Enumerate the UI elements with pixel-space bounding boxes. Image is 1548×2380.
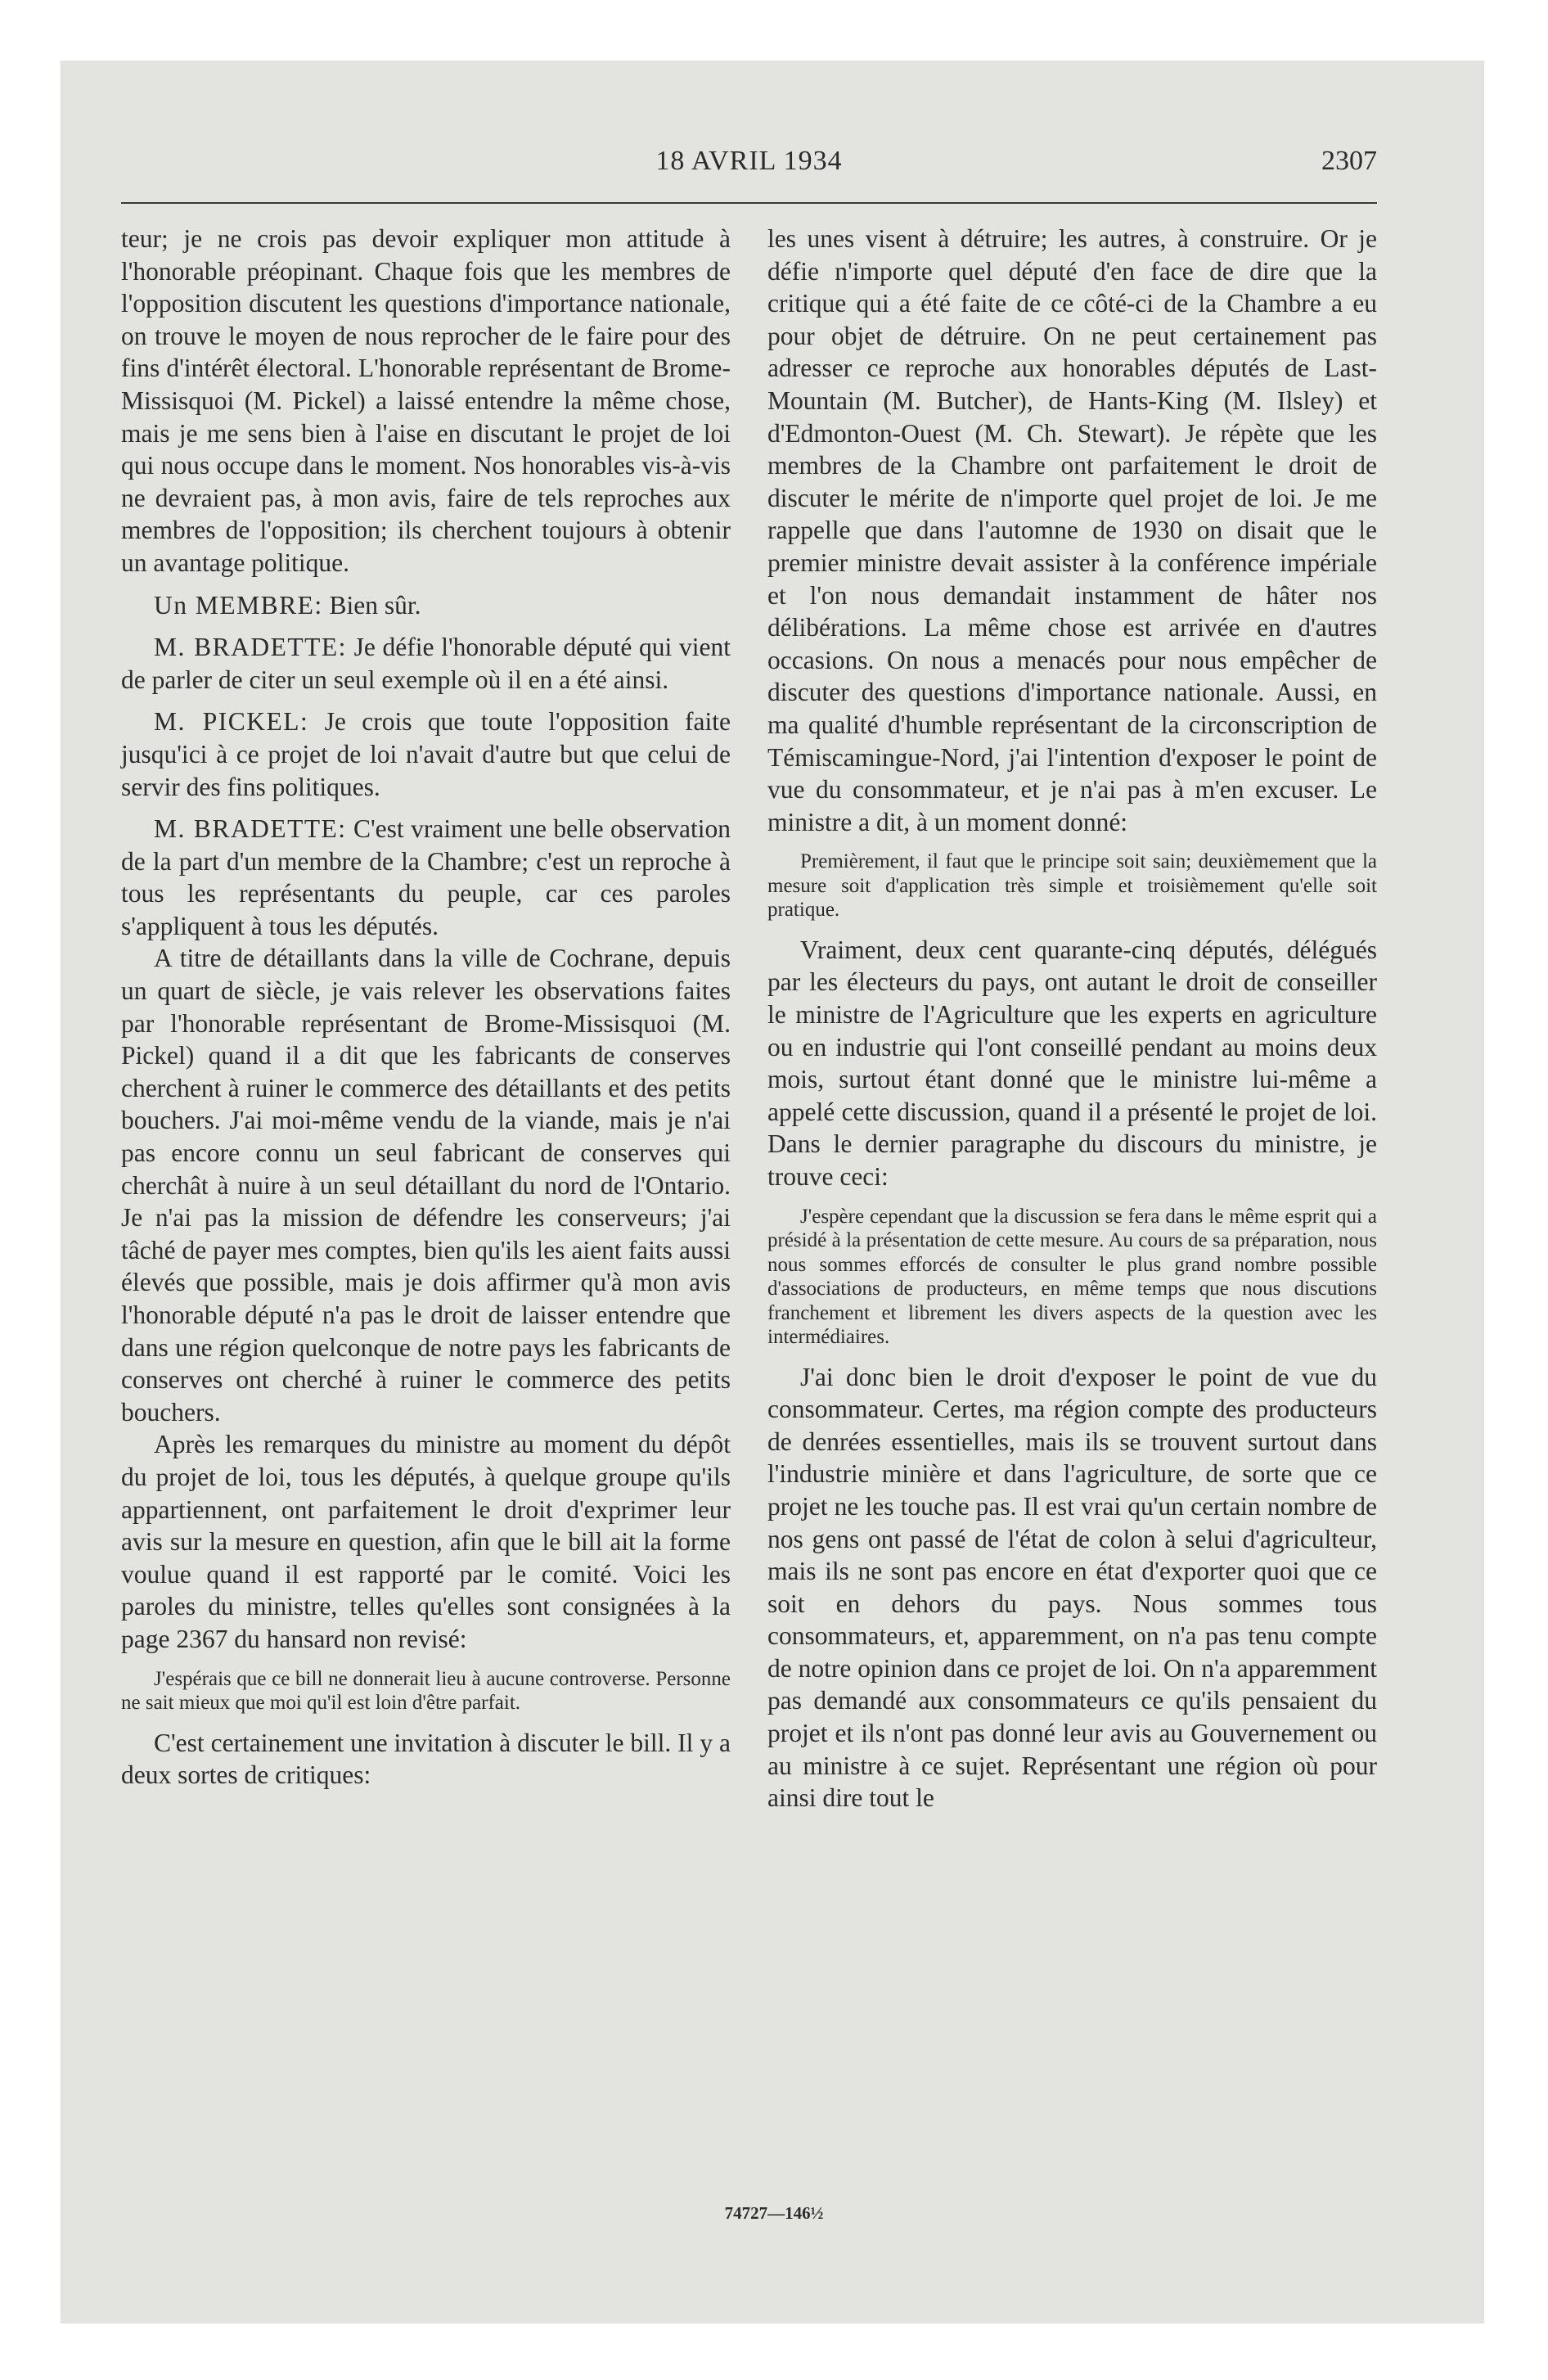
paragraph: les unes visent à détruire; les autres, à construire. Or je défie n'importe quel député d'en face de dire que la critique qui a été faite de ce côté-ci de la Chambre a eu pour objet de détruire. On ne peut certainement pas adresser ce reproche aux honorables députés de Last-Mountain (M. Butcher), de Hants-King (M. Ilsley) et d'Edmonton-Ouest (M. Ch. Stewart). Je répète que les membres de la Chambre ont parfaitement le droit de discuter le mérite de n'importe quel projet de loi. Je me rappelle que dans l'automne de 1930 on disait que le premier ministre devait assister à la conférence impériale et l'on nous demandait instamment de hâter nos délibérations. La même chose est arrivée en d'autres occasions. On nous a menacés pour nous empêcher de discuter des questions d'importance nationale. Aussi, en ma qualité d'humble représentant de la circonscription de Témiscamingue-Nord, j'ai l'intention d'exposer le point de vue du consommateur, et je n'ai pas à m'en excuser. Le ministre a dit, à un moment donné:: [767, 224, 1377, 836]
speaker-name: M. PICKEL:: [154, 707, 309, 737]
speech-text: C'est vraiment une belle observation de la part d'un membre de la Chambre; c'est un reproche à tous les représentants du peuple, car ces paroles s'appliquent à tous les députés.: [121, 814, 731, 940]
speech-paragraph: [121, 589, 731, 622]
speech-paragraph: [121, 813, 731, 942]
paragraph: C'est certainement une invitation à discuter le bill. Il y a deux sortes de critiques:: [121, 1728, 731, 1790]
quotation: J'espère cependant que la discussion se fera dans le même esprit qui a présidé à la présentation de cette mesure. Au cours de sa préparation, nous nous sommes efforcés de consulter le plus grand nombre possible d'associations de producteurs, en même temps que nous discutions franchement et librement les divers aspects de la question avec les intermédiaires.: [767, 1205, 1377, 1349]
page-number: 2307: [1321, 146, 1377, 176]
speech-paragraph: [121, 631, 731, 696]
left-column: [121, 223, 731, 1792]
speaker-name: M. BRADETTE:: [154, 814, 347, 844]
footer-code: 74727—146½: [724, 2203, 824, 2223]
header-rule: [121, 202, 1377, 204]
paragraph: Vraiment, deux cent quarante-cinq députés, délégués par les électeurs du pays, ont autant le droit de conseiller le ministre de l'Agriculture que les experts en agriculture ou en industrie qui l'ont conseillé pendant au moins deux mois, surtout étant donné que le ministre lui-même a appelé cette discussion, quand il a présenté le projet de loi. Dans le dernier paragraphe du discours du ministre, je trouve ceci:: [767, 935, 1377, 1191]
paragraph: J'ai donc bien le droit d'exposer le point de vue du consommateur. Certes, ma région compte des producteurs de denrées essentielles, mais ils se trouvent surtout dans l'industrie minière et dans l'agriculture, de sorte que ce projet ne les touche pas. Il est vrai qu'un certain nombre de nos gens ont passé de l'état de colon à selui d'agriculteur, mais ils ne sont pas encore en état d'exporter quoi que ce soit en dehors du pays. Nous sommes tous consommateurs, et, apparemment, on n'a pas tenu compte de notre opinion dans ce projet de loi. On n'a apparemment pas demandé aux consommateurs ce qu'ils pensaient du projet et ils n'ont pas donné leur avis au Gouvernement ou au ministre à ce sujet. Représentant une région où pour ainsi dire tout le: [767, 1362, 1377, 1813]
right-column: [767, 223, 1377, 1814]
paragraph: teur; je ne crois pas devoir expliquer mon attitude à l'honorable préopinant. Chaque fois que les membres de l'opposition discutent les questions d'importance nationale, on trouve le moyen de nous reprocher de le faire pour des fins d'intérêt électoral. L'honorable représentant de Brome-Missisquoi (M. Pickel) a laissé entendre la même chose, mais je me sens bien à l'aise en discutant le projet de loi qui nous occupe dans le moment. Nos honorables vis-à-vis ne devraient pas, à mon avis, faire de tels reproches aux membres de l'opposition; ils cherchent toujours à obtenir un avantage politique.: [121, 224, 731, 577]
quotation: J'espérais que ce bill ne donnerait lieu à aucune controverse. Personne ne sait mieux que moi qu'il est loin d'être parfait.: [121, 1667, 731, 1715]
paragraph: Après les remarques du ministre au moment du dépôt du projet de loi, tous les députés, à quelque groupe qu'ils appartiennent, ont parfaitement le droit d'exprimer leur avis sur la mesure en question, afin que le bill ait la forme voulue quand il est rapporté par le comité. Voici les paroles du ministre, telles qu'elles sont consignées à la page 2367 du hansard non revisé:: [121, 1430, 731, 1653]
speech-text: Je crois que toute l'opposition faite jusqu'ici à ce projet de loi n'avait d'autre but que celui de servir des fins politiques.: [121, 707, 731, 801]
speaker-name: Un MEMBRE:: [154, 590, 323, 620]
speaker-name: M. BRADETTE:: [154, 633, 347, 662]
speech-paragraph: [121, 705, 731, 803]
paragraph: A titre de détaillants dans la ville de Cochrane, depuis un quart de siècle, je vais relever les observations faites par l'honorable représentant de Brome-Missisquoi (M. Pickel) quand il a dit que les fabricants de conserves cherchent à ruiner le commerce des détaillants et des petits bouchers. J'ai moi-même vendu de la viande, mais je n'ai pas encore connu un seul fabricant de conserves qui cherchât à nuire à un seul détaillant du nord de l'Ontario. Je n'ai pas la mission de défendre les conserveurs; j'ai tâché de payer mes comptes, bien qu'ils les aient faits aussi élevés que possible, mais je dois affirmer qu'à mon avis l'honorable député n'a pas le droit de laisser entendre que dans une région quelconque de notre pays les fabricants de conserves ont cherché à ruiner le commerce des petits bouchers.: [121, 944, 731, 1427]
header-date: 18 AVRIL 1934: [655, 146, 843, 176]
speech-text: Bien sûr.: [322, 590, 421, 620]
quotation: Premièrement, il faut que le principe soit sain; deuxièmement que la mesure soit d'application très simple et troisièmement qu'elle soit pratique.: [767, 850, 1377, 922]
page-header: [121, 146, 1377, 195]
speech-text: Je défie l'honorable député qui vient de parler de citer un seul exemple où il en a été ainsi.: [121, 633, 731, 694]
